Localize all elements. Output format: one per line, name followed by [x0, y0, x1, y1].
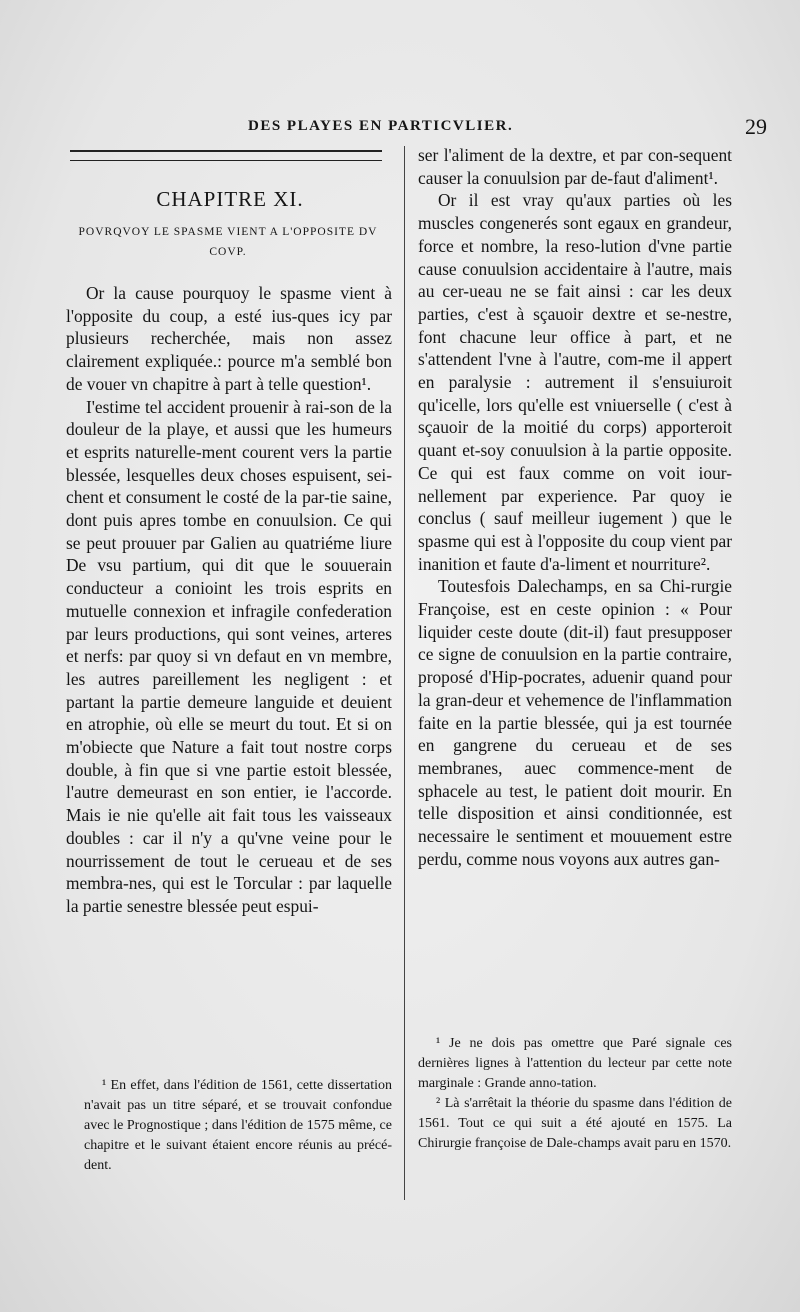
running-head [0, 114, 800, 144]
left-footnotes [84, 1076, 392, 1176]
chapter-subtitle: POVRQVOY LE SPASME VIENT A L'OPPOSITE DV COVP. [78, 226, 378, 258]
right-column-text [418, 144, 732, 871]
left-column-heading [66, 146, 394, 280]
footnote: ¹ En effet, dans l'édition de 1561, cette dissertation n'avait pas un titre séparé, et se trouvait confondue avec le Prognostique ; dans l'édition de 1575 même, ce chapitre et le suivant étaient encore réunis au précé-dent. [84, 1078, 392, 1173]
right-footnotes [418, 1034, 732, 1154]
paragraph: Or il est vray qu'aux parties où les muscles congenerés sont egaux en grandeur, force et nombre, la reso-lution d'vne partie cause conuulsion accidentaire à l'autre, mais au cer-ueau ne se fait ainsi : car les deux parties, c'est à sçauoir dextre et se-nestre, font chacune leur office à part, et ne s'attendent l'vne à l'autre, com-me il appert en paralysie : autrement il s'ensuiuroit qu'icelle, lors qu'elle est vniuerselle ( c'est à sçauoir de la moitié du corps) apporteroit quant et-soy conuulsion à la partie opposite. Ce qui est faux comme on voit iour-nellement par experience. Par quoy ie conclus ( sauf meilleur iugement ) que le spasme qui est à l'opposite du coup vient par inanition et faute d'a-liment et nourriture². [418, 190, 732, 574]
footnote: ² Là s'arrêtait la théorie du spasme dans l'édition de 1561. Tout ce qui suit a été ajouté en 1575. La Chirurgie françoise de Dale-champs avait paru en 1570. [418, 1096, 732, 1151]
footnote: ¹ Je ne dois pas omettre que Paré signale ces dernières lignes à l'attention du lecteur par cette note marginale : Grande anno-tation. [418, 1036, 732, 1091]
left-column-text [66, 282, 392, 918]
chapter-title: CHAPITRE XI. [156, 187, 304, 211]
paragraph: I'estime tel accident prouenir à rai-son de la douleur de la playe, et aussi que les humeurs et esprits naturelle-ment courent vers la partie blessée, lesquelles deux choses espuisent, sei-chent et consument le costé de la par-tie saine, dont puis apres tombe en conuulsion. Ce qui se peut prouuer par Galien au quatriéme liure De vsu partium, qui dit que le souuerain conducteur a conioint les trois esprits en mutuelle connexion et infragile confederation par leurs productions, qui sont veines, arteres et nerfs: par quoy si vn defaut en vn membre, les autres pareillement les negligent : et partant la partie demeure languide et deuient en atrophie, où elle se meurt du tout. Et si on m'obiecte que Nature a fait tout nostre corps double, à fin que si vne partie estoit blessée, l'autre demeurast en son entier, ie l'accorde. Mais ie nie qu'elle ait fait tous les vaisseaux doubles : car il n'y a qu'vne veine pour le nourrissement de tout le cerueau et de ses membra-nes, qui est le Torcular : par laquelle la partie senestre blessée peut espui- [66, 396, 392, 916]
running-title: DES PLAYES EN PARTICVLIER. [248, 118, 514, 134]
paragraph: ser l'aliment de la dextre, et par con-sequent causer la conuulsion par de-faut d'aliment¹. [418, 145, 732, 188]
chapter-rule [70, 150, 382, 161]
paragraph: Toutesfois Dalechamps, en sa Chi-rurgie Françoise, est en ceste opinion : « Pour liquider ceste doute (dit-il) faut presupposer ce signe de conuulsion en la partie contraire, proposé d'Hip-pocrates, aduenir quand pour la gran-deur et vehemence de l'inflammation faite en la partie blessée, qui ja est tournée en gangrene du cerueau et de ses membranes, auec commence-ment de sphacele au test, le patient doit mourir. En telle disposition et ainsi conditionnée, est necessaire le sentiment et mouuement estre perdu, comme nous voyons aux autres gan- [418, 576, 732, 869]
page-number: 29 [745, 114, 767, 139]
column-divider [404, 146, 405, 1200]
paragraph: Or la cause pourquoy le spasme vient à l'opposite du coup, a esté ius-ques icy par plusieurs recherchée, mais non assez clairement expliquée.: pource m'a semblé bon de vouer vn chapitre à part à telle question¹. [66, 283, 392, 394]
